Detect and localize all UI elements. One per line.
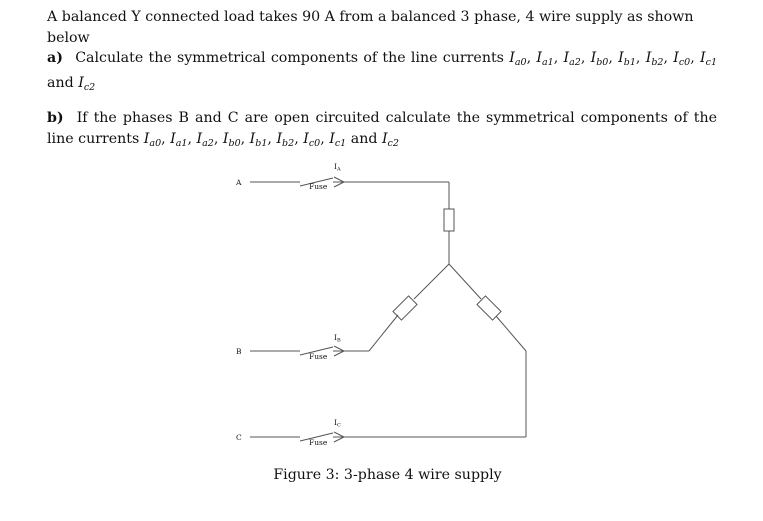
sym-ib1-b: $I_{b1}$: [249, 131, 268, 149]
sym-ic0: $I_{c0}$: [673, 50, 691, 68]
sym-ia0: $I_{a0}$: [509, 50, 527, 68]
phase-c-label: C: [236, 433, 242, 442]
sym-ic2-b: $I_{c2}$: [381, 131, 399, 149]
sym-ib2-b: $I_{b2}$: [276, 131, 295, 149]
sym-ib0-b: $I_{b0}$: [222, 131, 241, 149]
intro-text: A balanced Y connected load takes 90 A from a balanced 3 phase, 4 wire supply as shown below: [47, 9, 694, 46]
sym-ia1-b: $I_{a1}$: [170, 131, 188, 149]
question-b-and: and: [350, 131, 378, 147]
sym-ia2: $I_{a2}$: [563, 50, 581, 68]
sym-ib2: $I_{b2}$: [645, 50, 664, 68]
fuse-b-label: Fuse: [309, 352, 328, 361]
sym-ic2: $I_{c2}$: [78, 75, 96, 93]
sym-ib1: $I_{b1}$: [618, 50, 636, 68]
wire-b-branch-lower: [369, 315, 398, 351]
sym-ic1: $I_{c1}$: [700, 50, 718, 68]
question-b-label: b): [47, 110, 64, 126]
wire-b-branch-upper: [414, 264, 449, 299]
question-a-and: and: [47, 75, 74, 91]
resistor-a: [444, 209, 454, 231]
wire-c-branch-upper: [449, 264, 481, 299]
resistor-c: [477, 296, 501, 320]
current-c-label: $I_C$: [334, 418, 341, 429]
sym-ia0-b: $I_{a0}$: [143, 131, 162, 149]
current-a-label: $I_A$: [334, 162, 341, 173]
sym-ia1: $I_{a1}$: [536, 50, 554, 68]
question-a: a) Calculate the symmetrical components of the line currents $I_{a0}$, $I_{a1}$, $I_{a2}$, $I_{b0}$, $I_{b1}$, $I_{b2}$, $I_{c0}$, $I_{c1}$ and $I_{c2}$: [47, 50, 718, 93]
fuse-c-label: Fuse: [309, 438, 328, 447]
sym-ic0-b: $I_{c0}$: [303, 131, 321, 149]
phase-b-label: B: [236, 347, 242, 356]
sym-ic1-b: $I_{c1}$: [329, 131, 347, 149]
phase-a-label: A: [236, 178, 242, 187]
wire-c-branch-lower: [496, 316, 526, 351]
question-b-text: If the phases B and C are open circuited calculate the symmetrical components of the line currents: [47, 110, 717, 147]
sym-ib0: $I_{b0}$: [590, 50, 609, 68]
question-a-text: Calculate the symmetrical components of the line currents: [75, 50, 504, 66]
question-b: b) If the phases B and C are open circuited calculate the symmetrical components of the line currents $I_{a0}$, $I_{a1}$, $I_{a2}$, $I_{b0}$, $I_{b1}$, $I_{b2}$, $I_{c0}$, $I_{c1}$ and $I_{c2}$: [47, 110, 717, 149]
question-a-label: a): [47, 50, 63, 66]
current-b-label: $I_B$: [334, 333, 341, 344]
fuse-a-label: Fuse: [309, 182, 328, 191]
sym-ia2-b: $I_{a2}$: [196, 131, 214, 149]
figure-caption: Figure 3: 3-phase 4 wire supply: [273, 467, 502, 483]
